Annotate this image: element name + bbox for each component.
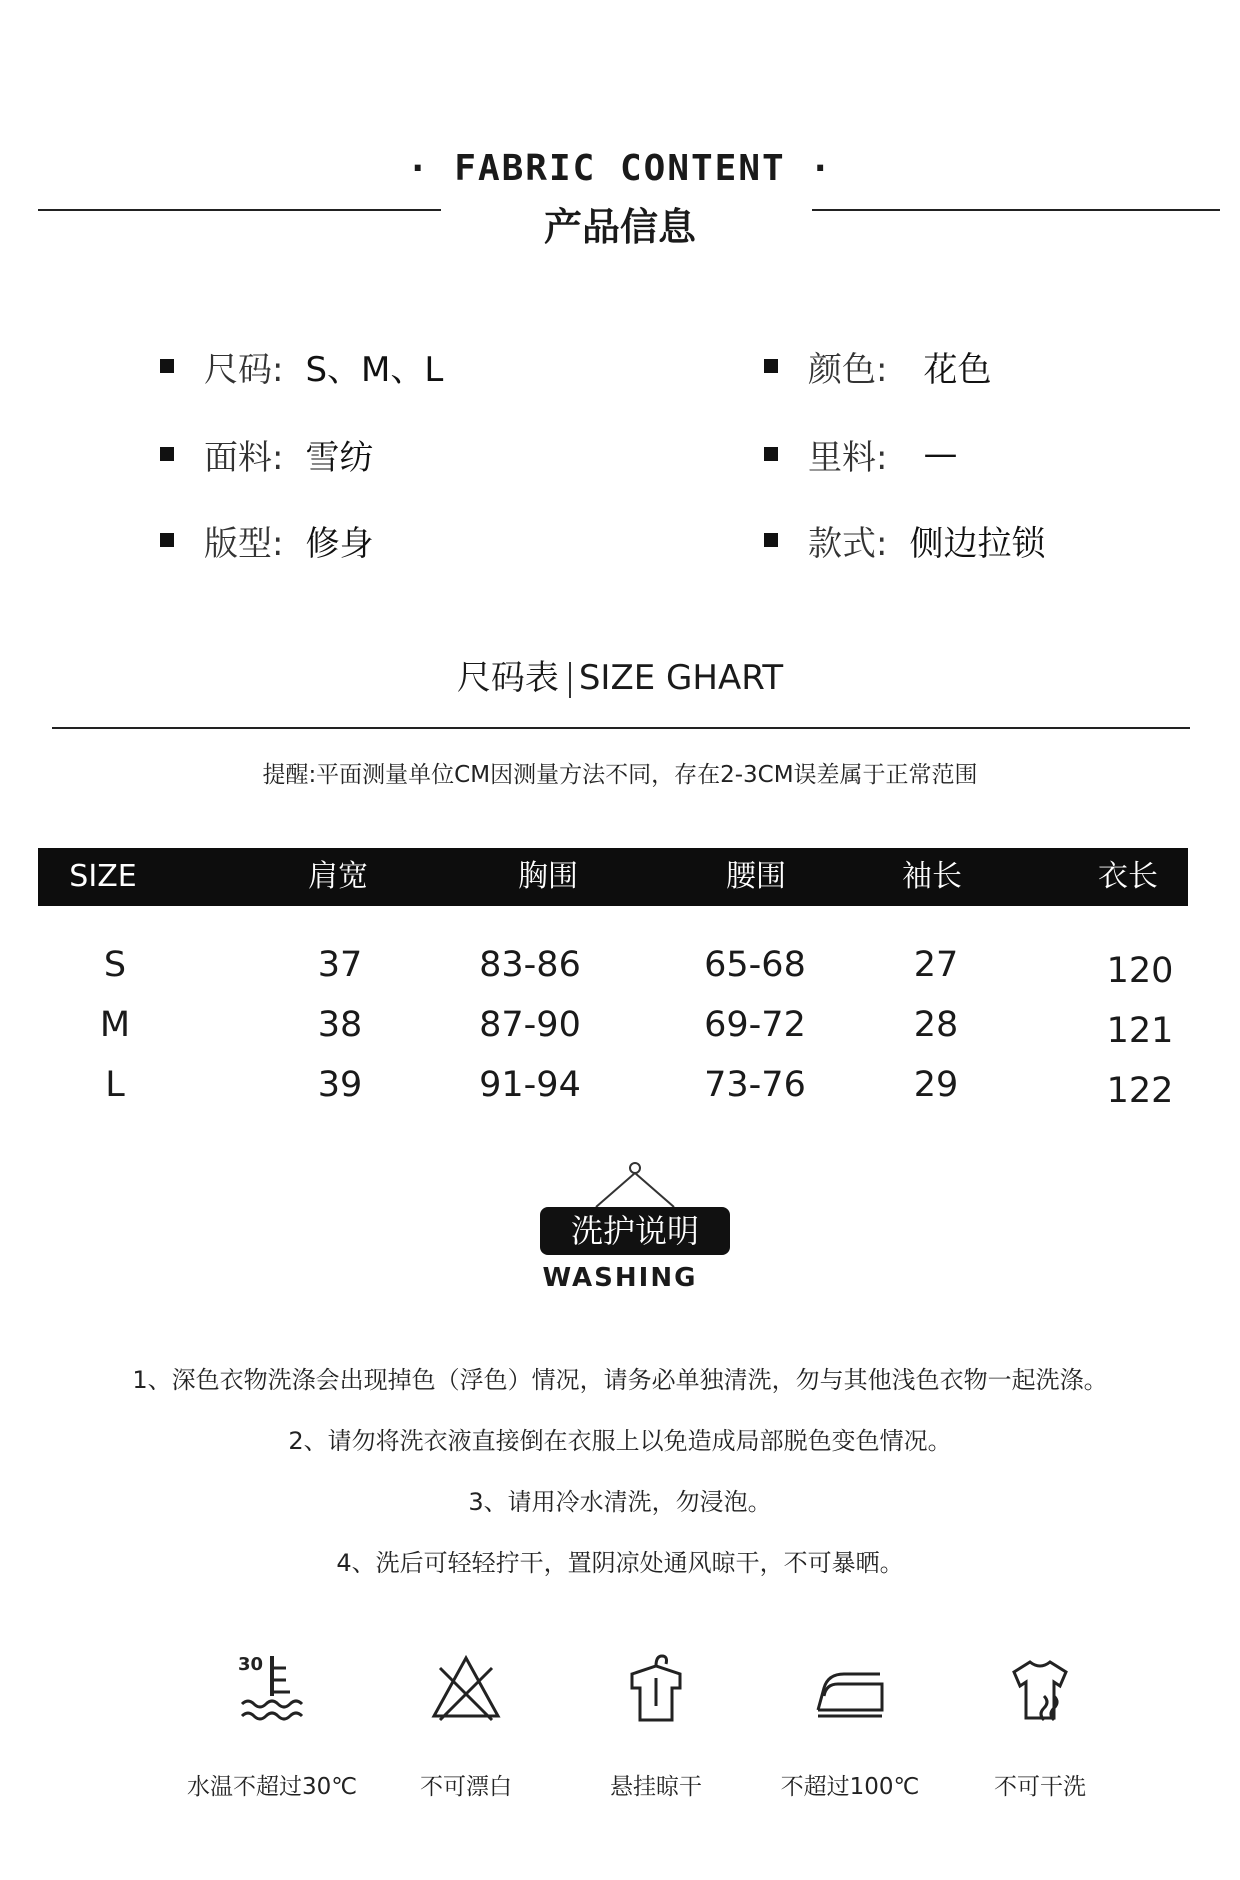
col-bust: 胸围: [518, 859, 578, 894]
title-separator: [569, 662, 571, 698]
bullet-icon: [160, 533, 174, 547]
cell-size: S: [103, 945, 127, 985]
info-label: 款式:: [808, 523, 888, 564]
size-chart-rule: [52, 727, 1190, 729]
bullet-icon: [764, 533, 778, 547]
cell-sleeve: 27: [913, 945, 959, 985]
info-value: 花色: [923, 349, 992, 390]
care-label: 不可干洗: [994, 1774, 1086, 1800]
instruction-1: 1、深色衣物洗涤会出现掉色（浮色）情况，请务必单独清洗，勿与其他浅色衣物一起洗涤。: [132, 1366, 1108, 1394]
info-label: 版型:: [204, 523, 284, 564]
info-value: 修身: [305, 523, 374, 564]
info-size: [160, 342, 443, 390]
no-dry-clean-icon: [1000, 1648, 1080, 1728]
info-label: 里料:: [808, 437, 888, 478]
col-length: 衣长: [1098, 859, 1158, 894]
instruction-3: 3、请用冷水清洗，勿浸泡。: [468, 1488, 772, 1516]
cell-length: 121: [1106, 1011, 1174, 1051]
info-lining: [764, 430, 957, 478]
table-header: [38, 848, 1188, 906]
size-chart-title: [0, 650, 1240, 699]
bullet-icon: [764, 359, 778, 373]
info-color: [764, 342, 991, 390]
iron-icon: [810, 1648, 890, 1728]
hang-dry-icon: [616, 1648, 696, 1728]
care-label: 不超过100℃: [780, 1774, 920, 1800]
size-chart-title-cn: 尺码表: [456, 658, 559, 698]
care-label: 不可漂白: [420, 1774, 512, 1800]
col-shoulder: 肩宽: [308, 859, 368, 894]
cell-sleeve: 28: [913, 1005, 959, 1045]
cell-length: 122: [1106, 1071, 1174, 1111]
cell-waist: 65-68: [704, 945, 806, 985]
cell-bust: 87-90: [479, 1005, 581, 1045]
info-label: 面料:: [204, 437, 284, 478]
info-fabric: [160, 430, 373, 478]
fabric-content-title: · FABRIC CONTENT ·: [406, 148, 834, 189]
wash-30-icon: [232, 1648, 312, 1728]
cell-waist: 69-72: [704, 1005, 806, 1045]
cell-waist: 73-76: [704, 1065, 806, 1105]
care-label: 悬挂晾干: [610, 1774, 702, 1800]
col-sleeve: 袖长: [902, 859, 962, 894]
instruction-4: 4、洗后可轻轻拧干，置阴凉处通风晾干，不可暴晒。: [336, 1549, 904, 1577]
instruction-2: 2、请勿将洗衣液直接倒在衣服上以免造成局部脱色变色情况。: [288, 1427, 952, 1455]
info-value: 侧边拉锁: [909, 523, 1046, 564]
col-size: SIZE: [69, 859, 137, 894]
bullet-icon: [160, 447, 174, 461]
measurement-note: 提醒:平面测量单位CM因测量方法不同，存在2-3CM误差属于正常范围: [262, 762, 978, 788]
info-fit: [160, 516, 373, 564]
hanger-string-icon: [590, 1160, 680, 1210]
cell-size: M: [99, 1005, 131, 1045]
care-label: 水温不超过30℃: [186, 1774, 358, 1800]
info-value: 雪纺: [305, 437, 374, 478]
info-value: S、M、L: [305, 349, 444, 390]
cell-bust: 91-94: [479, 1065, 581, 1105]
cell-shoulder: 39: [317, 1065, 363, 1105]
col-waist: 腰围: [726, 859, 786, 894]
cell-shoulder: 38: [317, 1005, 363, 1045]
bullet-icon: [764, 447, 778, 461]
cell-shoulder: 37: [317, 945, 363, 985]
info-style: [764, 516, 1045, 564]
washing-badge: 洗护说明: [540, 1207, 730, 1255]
cell-bust: 83-86: [479, 945, 581, 985]
bullet-icon: [160, 359, 174, 373]
size-chart-title-en: SIZE GHART: [578, 658, 784, 698]
svg-text:30: 30: [238, 1654, 264, 1675]
info-value: —: [923, 434, 958, 474]
info-label: 颜色:: [808, 349, 888, 390]
no-bleach-icon: [426, 1648, 506, 1728]
info-label: 尺码:: [204, 349, 284, 390]
washing-subtitle: WASHING: [542, 1263, 698, 1293]
cell-length: 120: [1106, 951, 1174, 991]
product-info-title: 产品信息: [543, 205, 696, 249]
cell-sleeve: 29: [913, 1065, 959, 1105]
cell-size: L: [105, 1065, 125, 1105]
